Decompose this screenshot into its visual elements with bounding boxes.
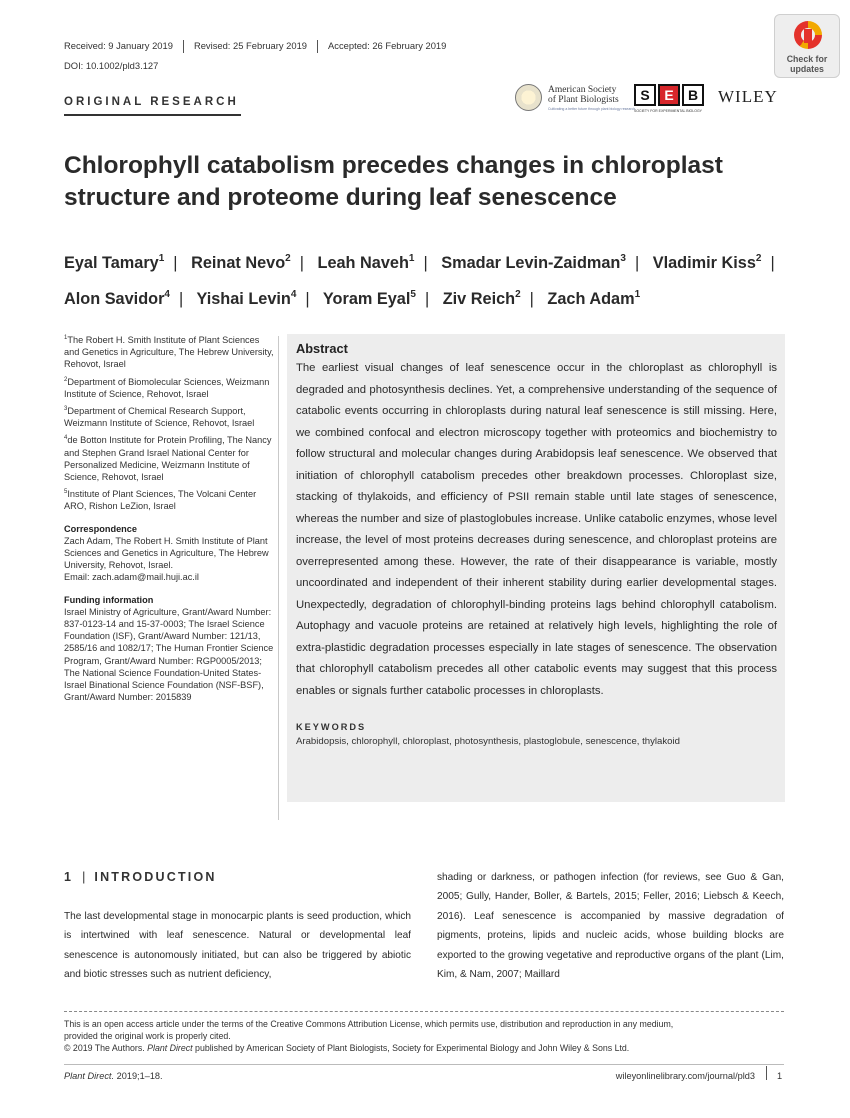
introduction-text-right: shading or darkness, or pathogen infection (for reviews, see Guo & Gan, 2005; Gully, Hander, Boller, & Bartels, 2015; Feller, 2016; Liebsch & Keech, 2016). Leaf senescence is accompanied by massive degradation of pigments, proteins, lipids and nucleic acids, whose building blocks are exported to the growing vegetative and reproductive organs of the plant (Lim, Kim, & Nam, 2007; Maillard	[437, 872, 784, 981]
column-divider	[278, 336, 279, 820]
journal-url[interactable]: wileyonlinelibrary.com/journal/pld3	[615, 1071, 755, 1081]
author[interactable]: Yoram Eyal$^5$	[322, 289, 416, 308]
dates-line	[64, 40, 446, 53]
author-separator: |	[634, 254, 640, 272]
page-number: 1	[777, 1071, 783, 1081]
license-note: This is an open access article under the terms of the Creative Commons Attribution License, which permits use, distribution and reproduction in any medium, provided the original work is properly cited. © 2019 The Authors. Plant Direct published by American Society of Plant Biologists, Society for Experimental Biology and John Wiley & Sons Ltd.	[64, 1018, 784, 1054]
seb-letter: S	[634, 84, 656, 106]
author-separator: |	[178, 290, 184, 308]
author-separator: |	[424, 290, 430, 308]
article-title: Chlorophyll catabolism precedes changes in chloroplast structure and proteome during leaf senescence	[64, 152, 723, 211]
footer-rule	[64, 1064, 784, 1065]
author-list	[64, 243, 794, 315]
author[interactable]: Yishai Levin$^4$	[196, 289, 297, 308]
correspondence-heading: Correspondence	[64, 523, 138, 534]
correspondence-email[interactable]: Email: zach.adam@mail.huji.ac.il	[64, 572, 199, 583]
author-separator: |	[173, 254, 178, 272]
author[interactable]: Eyal Tamary$^1$	[64, 253, 165, 272]
seb-letter: B	[682, 84, 704, 106]
date-separator	[183, 40, 184, 53]
funding-heading: Funding information	[64, 594, 154, 605]
affiliation: $^1$The Robert H. Smith Institute of Plant Sciences and Genetics in Agriculture, The Hebrew University, Rehovot, Israel	[64, 335, 274, 370]
introduction-text-left: The last developmental stage in monocarpic plants is seed production, which is intertwined with leaf senescence. Natural or developmental leaf senescence is autonomously initiated, but can also be triggered by abiotic and biotic stresses such as nutrient deficiency,	[64, 911, 411, 981]
date-separator	[317, 40, 318, 53]
author[interactable]: Reinat Nevo$^2$	[191, 253, 291, 272]
section-rule	[64, 114, 241, 116]
check-for-updates-button[interactable]	[774, 14, 840, 78]
author[interactable]: Alon Savidor$^4$	[64, 289, 170, 308]
journal-citation: Plant Direct. 2019;1–18.	[64, 1071, 163, 1081]
aspb-logo-icon	[515, 84, 542, 111]
author[interactable]: Smadar Levin-Zaidman$^3$	[441, 253, 626, 272]
affiliation: $^3$Department of Chemical Research Support, Weizmann Institute of Science, Rehovot, Israel	[64, 406, 255, 429]
doi[interactable]: DOI: 10.1002/pld3.127	[64, 60, 159, 71]
abstract-box	[287, 334, 785, 802]
author[interactable]: Zach Adam$^1$	[547, 289, 641, 308]
correspondence-text: Zach Adam, The Robert H. Smith Institute of Plant Sciences and Genetics in Agriculture, The Hebrew University, Rehovot, Israel.	[64, 535, 269, 571]
accepted-date: Accepted: 26 February 2019	[328, 40, 447, 51]
check-updates-label: Check for updates	[786, 54, 828, 74]
author-separator: |	[770, 254, 775, 272]
page-separator	[766, 1066, 767, 1080]
author[interactable]: Leah Naveh$^1$	[317, 253, 415, 272]
affiliation: $^5$Institute of Plant Sciences, The Volcani Center ARO, Rishon LeZion, Israel	[64, 489, 257, 512]
bookmark-icon	[804, 29, 812, 43]
footnote-divider	[64, 1011, 784, 1012]
revised-date: Revised: 25 February 2019	[193, 40, 308, 51]
author-separator: |	[423, 254, 428, 272]
keywords-heading: KEYWORDS	[296, 722, 367, 732]
seb-tagline: SOCIETY FOR EXPERIMENTAL BIOLOGY	[634, 109, 703, 113]
seb-logo	[634, 84, 704, 106]
aspb-tagline: Cultivating a better future through plant biology research	[548, 107, 636, 111]
author-separator: |	[305, 290, 310, 308]
author-separator: |	[529, 290, 534, 308]
funding-text: Israel Ministry of Agriculture, Grant/Award Number: 837-0123-14 and 15-37-0003; The Israel Science Foundation (ISF), Grant/Award Number: 121/13, 2585/16 and 1082/17; The Human Frontier Science Program, Grant/Award Number: RGP0005/2013; The National Science Foundation-United States-Israel Binational Science Foundation (NSF-BSF), Grant/Award Number: 2015839	[64, 606, 274, 703]
section-label: ORIGINAL RESEARCH	[64, 96, 239, 108]
copyright-line: © 2019 The Authors. Plant Direct published by American Society of Plant Biologists, Society for Experimental Biology and John Wiley & Sons Ltd.	[64, 1043, 630, 1053]
affiliation: $^2$Department of Biomolecular Sciences, Weizmann Institute of Science, Rehovot, Israel	[64, 376, 270, 399]
received-date: Received: 9 January 2019	[64, 40, 173, 51]
author-info-column	[64, 332, 274, 703]
aspb-name: American Society of Plant Biologists	[548, 85, 619, 105]
wiley-logo: WILEY	[718, 87, 778, 106]
author[interactable]: Ziv Reich$^2$	[442, 289, 521, 308]
introduction-heading: 1 | INTRODUCTION	[64, 870, 217, 884]
affiliation: $^4$de Botton Institute for Protein Profiling, The Nancy and Stephen Grand Israel National Center for Personalized Medicine, Weizmann Institute of Science, Rehovot, Israel	[64, 435, 272, 483]
abstract-text: The earliest visual changes of leaf senescence occur in the chloroplast as chlorophyll is degraded and photosynthesis declines. Yet, a comprehensive understanding of the sequence of catabolic events occurring in chloroplasts during natural leaf senescence is still missing. Here, we combined confocal and electron microscopy together with proteomics and biochemistry to follow structural and molecular changes during Arabidopsis leaf senescence. We observed that initiation of chlorophyll catabolism precedes other breakdown processes. Chloroplast size, stacking of thylakoids, and efficiency of PSII remain stable until late stages of senescence, whereas the number and size of plastoglobules increase. Unlike catabolic enzymes, whose level increase, the level of most proteins decreases during senescence, and chloroplast proteins are overrepresented among these. However, the rate of their disappearance is variable, mostly uncoordinated and independent of their inherent stability during earlier developmental stages. Unexpectedly, degradation of chlorophyll-binding proteins lags behind chlorophyll catabolism. Autophagy and vacuole proteins are retained at relatively high levels, highlighting the role of extra-plastidic degradation processes especially in late stages of senescence. The observation that chlorophyll catabolism precedes all other catabolic events may suggest that this process enables or signals further catabolic processes in chloroplasts.	[296, 362, 778, 697]
abstract-heading: Abstract	[296, 341, 348, 356]
keywords-text: Arabidopsis, chlorophyll, chloroplast, photosynthesis, plastoglobule, senescence, thylakoid	[296, 736, 680, 747]
author-separator: |	[299, 254, 304, 272]
seb-letter: E	[658, 84, 680, 106]
author[interactable]: Vladimir Kiss$^2$	[652, 253, 762, 272]
